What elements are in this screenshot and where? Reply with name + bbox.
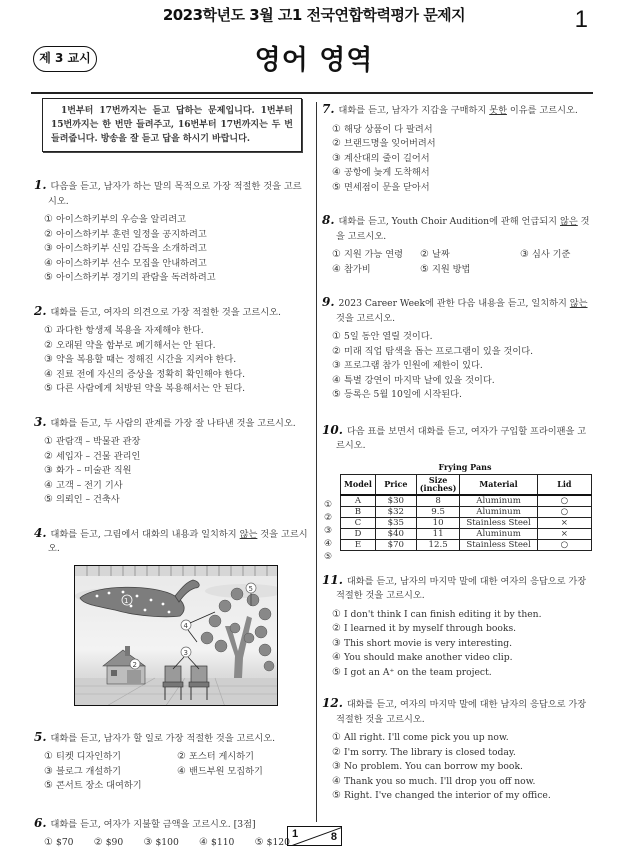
svg-text:5: 5: [248, 584, 253, 593]
option-2[interactable]: ② 브랜드명을 잊어버려서: [332, 138, 436, 149]
option-1[interactable]: ① 티켓 디자인하기: [44, 751, 122, 762]
question-4: 4. 대화를 듣고, 그림에서 대화의 내용과 일치하지 않는 것을 고르시오. 1 5 4 2 3: [34, 526, 310, 706]
option-2[interactable]: ② $90: [93, 837, 124, 848]
option-1[interactable]: ① 과다한 항생제 복용을 자제해야 한다.: [44, 325, 204, 336]
option-4[interactable]: ④ 밴드부원 모집하기: [177, 765, 263, 777]
option-4[interactable]: ④ 참가비: [332, 263, 371, 275]
option-1[interactable]: ① 관람객 – 박물관 관장: [44, 436, 141, 447]
frying-pans-table-wrap: [322, 474, 592, 562]
option-1[interactable]: ① 지원 가능 연령: [332, 249, 404, 260]
question-number: 7.: [322, 102, 335, 116]
col-header-material: Material: [460, 475, 537, 495]
option-3[interactable]: ③ 계산대의 줄이 길어서: [332, 152, 430, 164]
option-3[interactable]: ③ No problem. You can borrow my book.: [332, 761, 523, 772]
exam-title: 2023학년도 3월 고1 전국연합학력평가 문제지: [162, 6, 466, 24]
table-title: Frying Pans: [438, 461, 492, 472]
option-5[interactable]: ⑤ Right. I've changed the interior of my office.: [332, 790, 551, 801]
emphasis-underline: 않는: [239, 528, 258, 540]
emphasis-underline: 않는: [569, 298, 588, 309]
question-8: 8. 대화를 듣고, Youth Choir Audition에 관해 언급되지 않은 것을 고르시오. ① 지원 가능 연령 ② 날짜 ③ 심사 기준 ④ 참가비 ⑤ 지원 방법: [322, 213, 592, 277]
option-3[interactable]: ③ $100: [143, 837, 179, 848]
option-5[interactable]: ⑤ 아이스하키부 경기의 관람을 독려하려고: [44, 272, 216, 283]
option-3[interactable]: ③ 심사 기준: [520, 249, 571, 260]
question-prompt: 대화를 듣고, 여자의 의견으로 가장 적절한 것을 고르시오.: [50, 306, 281, 318]
question-number: 2.: [34, 303, 47, 318]
notice-text: 1번부터 17번까지는 듣고 답하는 문제입니다. 1번부터 15번까지는 한 번만 들려주고, 16번부터 17번까지는 두 번 들려줍니다. 방송을 잘 듣고 답을 하시기 바랍니다.: [51, 106, 293, 144]
option-2[interactable]: ② I'm sorry. The library is closed today.: [332, 746, 516, 758]
option-1[interactable]: ① 아이스하키부의 우승을 알리려고: [44, 214, 187, 225]
period-badge: 제 3 교시: [33, 46, 97, 72]
option-3[interactable]: ③ 아이스하키부 신임 감독을 소개하려고: [44, 243, 207, 254]
total-pages: 8: [330, 831, 337, 843]
question-prompt: 다음 표를 보면서 대화를 듣고, 여자가 구입할 프라이팬을 고르시오.: [336, 425, 587, 451]
option-1[interactable]: ① 해당 상품이 다 팔려서: [332, 123, 433, 135]
illustration-svg: [75, 566, 278, 706]
option-5[interactable]: ⑤ 콘서트 장소 대여하기: [44, 780, 142, 791]
option-3[interactable]: ③ This short movie is very interesting.: [332, 637, 513, 649]
question-prompt: 다음을 듣고, 남자가 하는 말의 목적으로 가장 적절한 것을 고르시오.: [48, 181, 302, 207]
option-3[interactable]: ③ 약을 복용할 때는 정해진 시간을 지켜야 한다.: [44, 354, 237, 365]
question-number: 6.: [34, 815, 47, 830]
question-number: 11.: [322, 572, 343, 587]
question-10: [322, 422, 592, 562]
question-11: [322, 573, 592, 681]
question-6: [34, 816, 310, 851]
option-2[interactable]: ② 세입자 – 건물 관리인: [44, 450, 141, 462]
table-row: C $35 10 Stainless Steel ×: [341, 517, 592, 528]
option-5[interactable]: ⑤ 면세점이 문을 닫아서: [332, 181, 430, 193]
question-3: [34, 415, 310, 508]
option-3[interactable]: ③ 프로그램 참가 인원에 제한이 있다.: [332, 360, 483, 371]
subject-title: 영어 영역: [254, 45, 374, 76]
option-5[interactable]: ⑤ $120: [254, 837, 290, 848]
page-number: 1: [574, 6, 588, 33]
option-2[interactable]: ② 포스터 게시하기: [177, 751, 255, 762]
question-4-illustration: [74, 565, 278, 706]
option-4[interactable]: ④ 고객 – 전기 기사: [44, 479, 123, 491]
question-number: 10.: [322, 422, 343, 437]
frying-pans-table: [340, 474, 592, 551]
question-7: 7. 대화를 듣고, 남자가 지갑을 구매하지 못한 이유를 고르시오. ① 해당 상품이 다 팔려서 ② 브랜드명을 잊어버려서 ③ 계산대의 줄이 길어서 ④ 공항에 늦게 도착해서 ⑤ 면세점이 문을 닫아서: [322, 102, 592, 195]
question-number: 9.: [322, 295, 335, 309]
row-markers: ① ② ③ ④ ⑤: [324, 500, 333, 562]
col-header-price: Price: [375, 475, 416, 495]
option-2[interactable]: ② I learned it by myself through books.: [332, 623, 517, 634]
svg-text:2: 2: [132, 660, 137, 669]
table-row: D $40 11 Aluminum ×: [341, 528, 592, 539]
question-9: 9. 2023 Career Week에 관한 다음 내용을 듣고, 일치하지 않는 것을 고르시오. ① 5일 동안 열릴 것이다. ② 미래 직업 탐색을 돕는 프로그램이 있을 것이다. ③ 프로그램 참가 인원에 제한이 있다. ④ 특별 강연이 마지막 날에 있을 것이다. ⑤ 등록은 5월 10일에 시작된다.: [322, 295, 592, 403]
col-header-lid: Lid: [537, 475, 591, 495]
table-row: E $70 12.5 Stainless Steel ○: [341, 539, 592, 550]
option-2[interactable]: ② 미래 직업 탐색을 돕는 프로그램이 있을 것이다.: [332, 345, 534, 357]
column-divider: [316, 102, 317, 822]
question-12: [322, 696, 592, 804]
option-5[interactable]: ⑤ I got an A⁺ on the team project.: [332, 666, 492, 678]
question-1: [34, 178, 310, 286]
right-column: [322, 98, 592, 804]
question-prompt: 대화를 듣고, 남자의 마지막 말에 대한 여자의 응답으로 가장 적절한 것을 고르시오.: [336, 575, 587, 601]
option-1[interactable]: ① 5일 동안 열릴 것이다.: [332, 331, 433, 342]
svg-text:3: 3: [183, 648, 188, 657]
question-number: 1.: [34, 178, 47, 192]
svg-text:4: 4: [183, 621, 188, 630]
option-5[interactable]: ⑤ 지원 방법: [420, 263, 471, 275]
option-1[interactable]: ① $70: [44, 837, 74, 848]
option-4[interactable]: ④ 공항에 늦게 도착해서: [332, 167, 430, 178]
table-row: A $30 8 Aluminum ○: [341, 495, 592, 507]
question-prompt: 대화를 듣고, 여자가 지불할 금액을 고르시오. [3점]: [50, 818, 256, 830]
table-row: B $32 9.5 Aluminum ○: [341, 506, 592, 517]
question-number: 3.: [34, 414, 47, 429]
option-2[interactable]: ② 아이스하키부 훈련 일정을 공지하려고: [44, 228, 207, 240]
col-header-size: Size (inches): [416, 475, 460, 495]
option-5[interactable]: ⑤ 등록은 5월 10일에 시작된다.: [332, 389, 462, 400]
question-5: [34, 730, 310, 794]
question-number: 8.: [322, 213, 335, 227]
question-2: [34, 304, 310, 397]
page-indicator: [287, 826, 342, 846]
option-1[interactable]: ① I don't think I can finish editing it by then.: [332, 608, 542, 620]
option-4[interactable]: ④ 진료 전에 자신의 증상을 정확히 확인해야 한다.: [44, 368, 246, 380]
option-3[interactable]: ③ 화가 – 미술관 직원: [44, 465, 132, 476]
option-4[interactable]: ④ 아이스하키부 선수 모집을 안내하려고: [44, 257, 207, 269]
question-prompt: 대화를 듣고, 여자의 마지막 말에 대한 남자의 응답으로 가장 적절한 것을 고르시오.: [336, 699, 587, 725]
option-3[interactable]: ③ 블로그 개설하기: [44, 765, 122, 777]
option-5[interactable]: ⑤ 다른 사람에게 처방된 약을 복용해서는 안 된다.: [44, 383, 246, 394]
question-number: 12.: [322, 696, 343, 710]
col-header-model: Model: [341, 475, 376, 495]
option-4[interactable]: ④ You should make another video clip.: [332, 652, 513, 663]
question-prompt: 대화를 듣고, 남자가 할 일로 가장 적절한 것을 고르시오.: [50, 732, 275, 744]
option-2[interactable]: ② 날짜: [420, 249, 450, 260]
current-page: 1: [292, 828, 299, 840]
option-1[interactable]: ① All right. I'll come pick you up now.: [332, 732, 509, 743]
question-number: 5.: [34, 729, 47, 744]
header-rule: [31, 92, 593, 94]
svg-text:1: 1: [124, 596, 129, 605]
question-number: 4.: [34, 525, 47, 540]
option-2[interactable]: ② 오래된 약을 함부로 폐기해서는 안 된다.: [44, 339, 216, 351]
emphasis-underline: 못한: [489, 105, 507, 116]
emphasis-underline: 않은: [559, 216, 578, 227]
option-4[interactable]: ④ 특별 강연이 마지막 날에 있을 것이다.: [332, 374, 495, 386]
left-column: [34, 98, 310, 851]
question-prompt: 대화를 듣고, 두 사람의 관계를 가장 잘 나타낸 것을 고르시오.: [50, 417, 296, 429]
listening-notice: [42, 98, 302, 152]
option-5[interactable]: ⑤ 의뢰인 – 건축사: [44, 494, 120, 505]
option-4[interactable]: ④ Thank you so much. I'll drop you off now.: [332, 775, 536, 787]
option-4[interactable]: ④ $110: [199, 837, 235, 848]
